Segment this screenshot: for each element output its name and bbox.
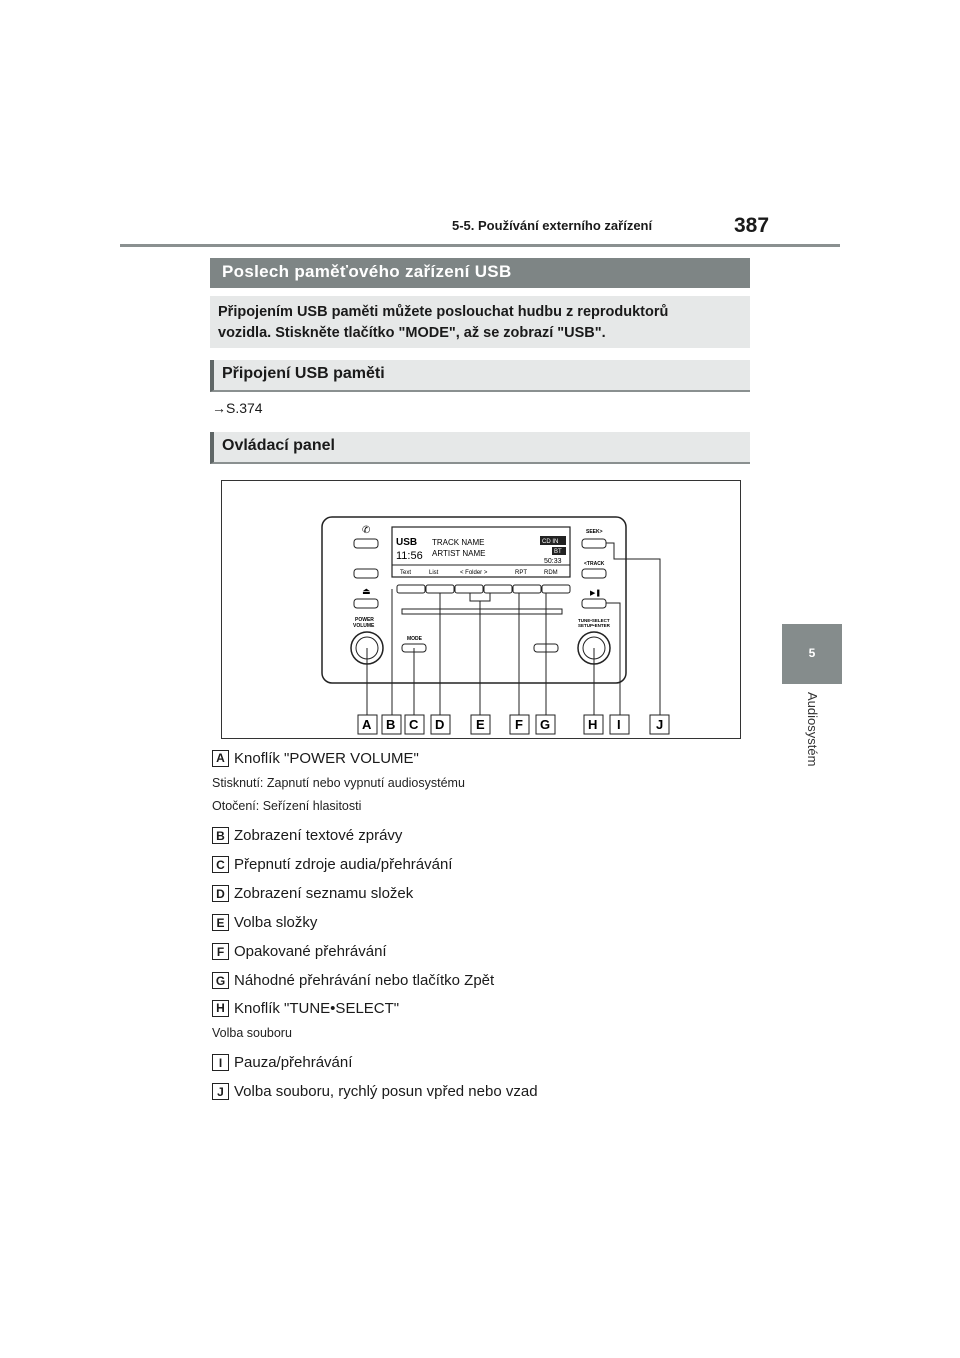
legend-letter: D	[212, 885, 229, 902]
softkey-text-button	[397, 585, 425, 593]
display-clock: 11:56	[396, 550, 423, 562]
intro-box	[210, 296, 750, 348]
seek-button	[582, 539, 606, 548]
legend-text: Knoflík "TUNE•SELECT"	[234, 999, 400, 1017]
phone-icon: ✆	[362, 525, 371, 536]
callout-g: G	[540, 717, 551, 732]
callout-boxes	[358, 715, 669, 734]
track-label: <TRACK	[584, 561, 605, 567]
subheading-control-panel: Ovládací panel	[210, 432, 750, 464]
legend-text: Náhodné přehrávání nebo tlačítko Zpět	[234, 972, 495, 989]
play-pause-icon: ▶❚	[590, 589, 602, 597]
display-track-name: TRACK NAME	[432, 538, 485, 547]
subheading-usb-connect: Připojení USB paměti	[210, 360, 750, 392]
chapter-label-container	[798, 692, 828, 802]
bt-text: BT	[554, 549, 562, 555]
volume-label: VOLUME	[353, 623, 375, 629]
softkey-rdm-label: RDM	[544, 570, 558, 576]
legend-text: Knoflík "POWER VOLUME"	[234, 749, 419, 767]
callout-f: F	[515, 717, 523, 732]
intro-line-1: Připojením USB paměti můžete poslouchat hudbu z reproduktorů	[218, 304, 669, 320]
track-button	[582, 569, 606, 578]
seek-label: SEEK>	[586, 529, 603, 535]
legend-letter: G	[212, 972, 229, 989]
hangup-button	[354, 569, 378, 578]
legend-item-g	[212, 966, 752, 995]
phone-button	[354, 539, 378, 548]
legend-item-i	[212, 1048, 752, 1077]
play-pause-button	[582, 599, 606, 608]
callout-h: H	[588, 717, 598, 732]
legend-item-e	[212, 908, 752, 937]
legend-text: Opakované přehrávání	[234, 943, 387, 960]
eject-icon: ⏏	[362, 587, 371, 597]
legend-letter: E	[212, 914, 229, 931]
chapter-number: 5	[808, 646, 816, 660]
softkey-list-label: List	[429, 570, 439, 576]
header-divider	[120, 244, 840, 247]
legend-item-a	[212, 745, 752, 771]
callout-d: D	[435, 717, 445, 732]
page-number: 387	[734, 214, 770, 237]
display-source: USB	[396, 537, 418, 548]
legend-text: Pauza/přehrávání	[234, 1054, 353, 1071]
mode-label: MODE	[407, 636, 422, 642]
power-label: POWER	[355, 617, 374, 623]
softkey-rpt-label: RPT	[515, 570, 527, 576]
legend-item-b	[212, 821, 752, 850]
legend-letter: J	[212, 1083, 229, 1100]
softkey-rdm-button	[542, 585, 570, 593]
legend-text: Přepnutí zdroje audia/přehrávání	[234, 856, 453, 873]
chapter-tab[interactable]	[782, 624, 842, 684]
tune-select-label: TUNE•SELECT	[578, 618, 610, 623]
legend-letter: I	[212, 1054, 229, 1071]
legend-subtext: Volba souboru	[212, 1025, 292, 1040]
display-time: 50:33	[544, 558, 562, 565]
legend-item-f	[212, 937, 752, 966]
softkey-text-label: Text	[400, 570, 412, 576]
legend-subtext: Otočení: Seřízení hlasitosti	[212, 798, 362, 813]
legend-item-j	[212, 1077, 752, 1106]
callout-e: E	[476, 717, 485, 732]
callout-c: C	[409, 717, 419, 732]
page-reference-link[interactable]: →S.374	[212, 400, 263, 416]
section-title: 5-5. Používání externího zařízení	[452, 218, 653, 233]
display-artist-name: ARTIST NAME	[432, 549, 486, 558]
callout-i: I	[617, 717, 621, 732]
softkey-folder-label: < Folder >	[460, 570, 488, 576]
legend-text: Volba souboru, rychlý posun vpřed nebo vzad	[234, 1083, 538, 1100]
legend-letter: H	[212, 1000, 229, 1017]
callout-a: A	[362, 717, 372, 732]
page-heading: Poslech paměťového zařízení USB	[210, 258, 750, 288]
legend-text: Zobrazení seznamu složek	[234, 885, 414, 902]
legend-text: Volba složky	[234, 914, 318, 931]
control-legend-list	[212, 745, 752, 1106]
callout-b: B	[386, 717, 396, 732]
control-panel-figure	[221, 480, 741, 739]
legend-subtext: Stisknutí: Zapnutí nebo vypnutí audiosystému	[212, 775, 465, 790]
legend-letter: F	[212, 943, 229, 960]
legend-letter: A	[212, 750, 229, 767]
intro-line-2: vozidla. Stiskněte tlačítko "MODE", až se zobrazí "USB".	[218, 325, 606, 341]
legend-letter: B	[212, 827, 229, 844]
callout-j: J	[656, 717, 664, 732]
chapter-label: Audiosystém	[805, 692, 820, 767]
legend-item-h	[212, 995, 752, 1021]
legend-item-c	[212, 850, 752, 879]
softkey-list-button	[426, 585, 454, 593]
softkey-folder-right-button	[484, 585, 512, 593]
cd-slot	[402, 609, 562, 614]
cd-in-text: CD IN	[542, 539, 559, 545]
control-panel-illustration	[222, 481, 742, 740]
legend-item-d	[212, 879, 752, 908]
eject-button	[354, 599, 378, 608]
softkey-folder-left-button	[455, 585, 483, 593]
legend-letter: C	[212, 856, 229, 873]
legend-text: Zobrazení textové zprávy	[234, 827, 403, 844]
setup-enter-label: SETUP•ENTER	[578, 623, 610, 628]
softkey-rpt-button	[513, 585, 541, 593]
